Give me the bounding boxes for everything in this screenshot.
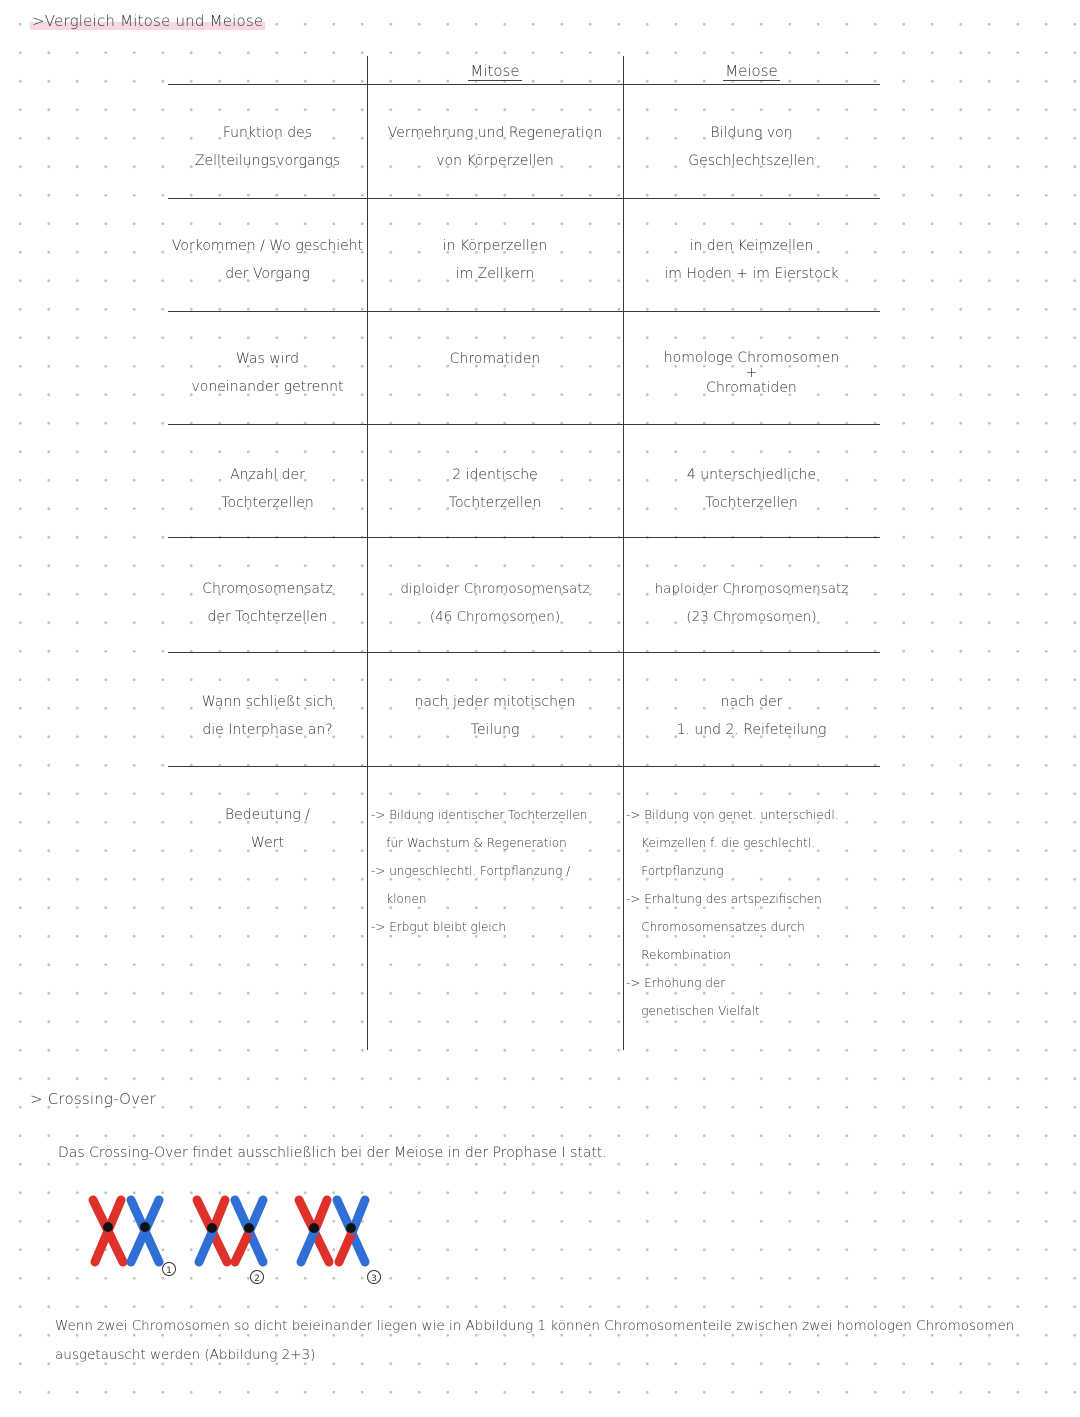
row-divider xyxy=(168,766,880,767)
mitose-cell: Vermehrung und Regeneration von Körperzellen xyxy=(387,125,603,169)
row-label: Vorkommen / Wo geschieht der Vorgang xyxy=(171,238,364,282)
row-divider xyxy=(168,652,880,653)
mitose-cell: -> Bildung identischer Tochterzellen für Wachstum & Regeneration -> ungeschlechtl. Fortpflanzung / klonen -> Erbgut bleibt gleich xyxy=(371,808,588,934)
row-divider xyxy=(168,198,880,199)
meiose-cell: Bildung von Geschlechtszellen xyxy=(688,125,815,169)
column-divider xyxy=(623,56,624,1050)
meiose-cell: nach der 1. und 2. Reifeteilung xyxy=(676,694,827,738)
mitose-cell: nach jeder mitotischen Teilung xyxy=(414,694,576,738)
chromosome-pair-1 xyxy=(93,1200,159,1262)
mitose-cell: Chromatiden xyxy=(449,351,541,367)
column-divider xyxy=(367,56,368,1050)
figure-label-1: 1 xyxy=(166,1266,172,1276)
chromosome-pair-3 xyxy=(299,1200,365,1262)
meiose-cell: in den Keimzellen im Hoden + im Eierstock xyxy=(664,238,839,282)
meiose-cell: 4 unterschiedliche Tochterzellen xyxy=(686,467,817,511)
column-header-meiose: Meiose xyxy=(725,62,778,80)
row-label: Funktion des Zellteilungsvorgangs xyxy=(194,125,341,169)
chromosome-pair-2 xyxy=(197,1200,263,1262)
row-label: Was wird voneinander getrennt xyxy=(191,351,344,395)
column-header-mitose: Mitose xyxy=(470,62,520,80)
row-divider xyxy=(168,424,880,425)
figure-label-2: 2 xyxy=(254,1274,260,1284)
crossing-over-sentence: Das Crossing-Over findet ausschließlich bei der Meiose in der Prophase I statt. xyxy=(58,1145,607,1161)
mitose-cell: 2 identische Tochterzellen xyxy=(448,467,542,511)
comparison-table xyxy=(168,56,880,1050)
row-divider xyxy=(168,311,880,312)
crossing-over-paragraph: Wenn zwei Chromosomen so dicht beieinander liegen wie in Abbildung 1 können Chromosomenteile zwischen zwei homologen Chromosomen ausgetauscht werden (Abbildung 2+3) xyxy=(55,1318,1015,1363)
row-divider xyxy=(168,537,880,538)
mitose-cell: diploider Chromosomensatz (46 Chromosomen) xyxy=(400,581,590,625)
crossing-over-heading: > Crossing-Over xyxy=(30,1090,157,1108)
row-label: Chromosomensatz der Tochterzellen xyxy=(202,581,333,625)
row-label: Anzahl der Tochterzellen xyxy=(221,467,314,511)
row-label: Bedeutung / Wert xyxy=(225,807,310,851)
centromere xyxy=(140,1222,150,1232)
page-title: >Vergleich Mitose und Meiose xyxy=(32,12,264,30)
mitose-cell: in Körperzellen im Zellkern xyxy=(442,238,548,282)
row-divider xyxy=(168,84,880,85)
centromere xyxy=(103,1222,113,1232)
row-label: Wann schließt sich die Interphase an? xyxy=(201,694,334,738)
meiose-cell: homologe Chromosomen + Chromatiden xyxy=(663,350,840,396)
figure-label-3: 3 xyxy=(371,1274,377,1284)
meiose-cell: -> Bildung von genet. unterschiedl. Keimzellen f. die geschlechtl. Fortpflanzung -> Erhaltung des artspezifischen Chromosomensatzes durch Rekombination -> Erhöhung der genetischen Vielfalt xyxy=(626,808,839,1018)
chromosome-figure xyxy=(85,1190,415,1290)
meiose-cell: haploider Chromosomensatz (23 Chromosomen) xyxy=(654,581,849,625)
